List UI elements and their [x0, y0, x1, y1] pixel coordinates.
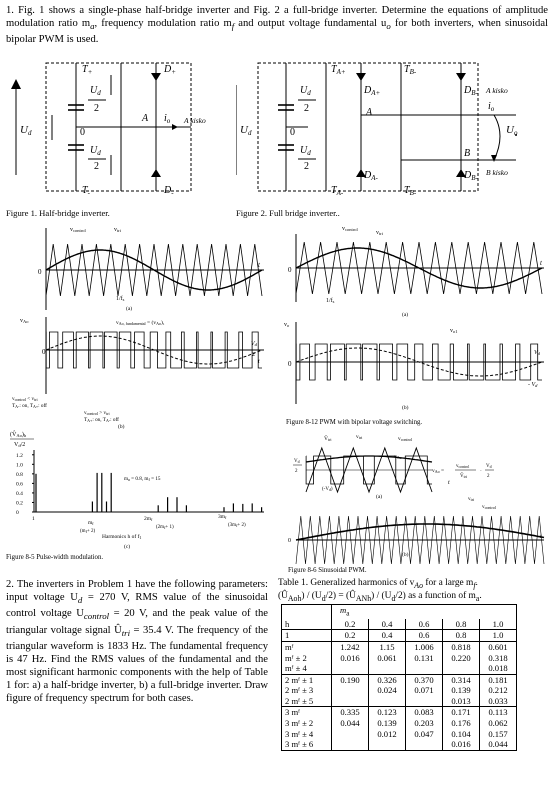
svg-text:A: A — [142, 113, 149, 124]
fig1-caption: Figure 1. Half-bridge inverter. — [6, 208, 110, 218]
svg-text:B kisko: B kisko — [486, 168, 508, 177]
table-row — [282, 653, 517, 664]
table-cell: 0.139 — [443, 685, 480, 696]
table-cell: 0.171 — [443, 707, 480, 718]
svg-text:·: · — [480, 468, 482, 474]
harmonics-table — [281, 604, 517, 751]
table-cell: 0.212 — [480, 685, 517, 696]
svg-text:Figure 8-12 PWM with bipolar: Figure 8-12 PWM with bipolar voltage switching. — [286, 419, 423, 426]
harmonic-label: 2 mᶠ ± 5 — [282, 696, 332, 707]
svg-text:vcontrol < vtri: vcontrol < vtri — [12, 396, 38, 402]
svg-text:vcontrol: vcontrol — [398, 436, 413, 442]
svg-text:vcontrol: vcontrol — [70, 227, 86, 233]
table-cell: 0.131 — [406, 653, 443, 664]
table-cell: 0.335 — [332, 707, 369, 718]
table-cell: 0.318 — [480, 653, 517, 664]
pwm-figure-8-6 — [282, 432, 550, 574]
svg-text:Ud: $U_d$ — [90, 85, 101, 97]
svg-text:(b): (b) — [402, 552, 409, 558]
harmonic-label: 3 mᶠ — [282, 707, 332, 718]
harmonic-label: 2 mᶠ ± 1 — [282, 674, 332, 685]
svg-text:2: 2 — [487, 474, 490, 479]
table-cell: 0.139 — [369, 718, 406, 729]
table-cell: 0.044 — [332, 718, 369, 729]
svg-text:TB-: $T_{B-}$ — [404, 64, 417, 76]
table-cell: 0.123 — [369, 707, 406, 718]
svg-text:ma = 0.8, mf = 15: ma = 0.8, mf = 15 — [124, 476, 161, 482]
svg-text:vo1: vo1 — [450, 328, 458, 334]
harmonic-label: 3 mᶠ ± 6 — [282, 739, 332, 750]
table-cell — [406, 663, 443, 674]
table-1-caption: Table 1. Generalized harmonics of $v_{Ao}$ for a large $m_f$. $(Û_{Aoh}) / (U_d/2)$ = $(Û_{ANh}) / (U_d/2)$ as a function of $m_a$. — [278, 578, 482, 604]
svg-text:3mf: 3mf — [218, 514, 227, 520]
pwm-figure-8-12 — [282, 222, 550, 432]
table-row — [282, 641, 517, 652]
svg-text:1: 1 — [32, 516, 35, 522]
svg-text:2: 2 — [94, 103, 99, 114]
table-row — [282, 718, 517, 729]
svg-text:vcontrol: vcontrol — [482, 504, 496, 510]
svg-text:vtri: vtri — [468, 496, 475, 502]
table-cell: 0.047 — [406, 729, 443, 740]
table-cell: 0.016 — [332, 653, 369, 664]
svg-text:2: 2 — [94, 161, 99, 172]
table-cell — [332, 729, 369, 740]
y-tick-label: 0.4 — [16, 490, 23, 497]
svg-text:0: 0 — [290, 127, 295, 138]
svg-text:Vd/2: Vd/2 — [14, 442, 26, 448]
svg-text:1/fs: 1/fs — [116, 296, 125, 302]
svg-text:(b): (b) — [402, 405, 409, 411]
svg-text:A kisko: A kisko — [184, 116, 206, 125]
svg-text:Vd: $V_d$ — [486, 464, 492, 469]
svg-text:t: t — [258, 359, 260, 365]
svg-text:2: 2 — [295, 469, 298, 474]
svg-text:D-: $D_-$ — [164, 185, 174, 197]
svg-text:2mf: 2mf — [144, 516, 153, 522]
svg-text:0: 0 — [288, 360, 292, 368]
table-row — [282, 696, 517, 707]
table-cell — [406, 696, 443, 707]
y-tick-label: 0.8 — [16, 471, 23, 478]
svg-text:(2mf+ 1): $(2m_f+ 1)$ — [156, 525, 174, 530]
svg-text:vcontrol: vcontrol — [342, 226, 358, 232]
table-cell: 0.181 — [480, 674, 517, 685]
table-row — [282, 707, 517, 718]
svg-text:io: $i_o$ — [164, 113, 171, 125]
table-cell: 0.104 — [443, 729, 480, 740]
svg-text:2: 2 — [252, 352, 255, 358]
svg-text:A kisko: A kisko — [486, 86, 508, 95]
svg-text:TA-: $T_{A-}$ — [331, 185, 344, 197]
table-cell: 1.006 — [406, 641, 443, 652]
harmonic-label: 1 — [282, 630, 332, 642]
ma-value-header: 1.0 — [480, 619, 517, 630]
svg-text:0: 0 — [288, 538, 291, 544]
svg-text:Ud: Ud — [20, 124, 32, 137]
table-cell: 0.113 — [480, 707, 517, 718]
svg-text:(a): (a) — [376, 494, 383, 500]
table-cell: 0.071 — [406, 685, 443, 696]
svg-text:2: 2 — [304, 103, 309, 114]
problem-2-text: 2. The inverters in Problem 1 have the following parameters: input voltage $U_d = 270$ V, RMS value of the sinusoidal control voltage $U_{control} = 20$ V, and the peak value of the triangular voltage signal $Û_{tri} = 35.4$ V. The frequency of the triangular waveform is 1833 Hz. The fundamental frequency is 47 Hz. Find the RMS values of the fundamental and the most significant harmonic components with the help of Table 1 for: a) a half-bridge inverter, b) a full-bridge inverter. Draw figure of frequency spectrum for both cases. — [6, 579, 269, 705]
svg-text:0: 0 — [38, 268, 42, 276]
svg-text:Ud: $U_d$ — [300, 85, 311, 97]
svg-text:TA+: $T_{A+}$ — [331, 64, 346, 76]
table-cell: 0.2 — [332, 630, 369, 642]
svg-text:TB-: $T_{B-}$ — [404, 185, 417, 197]
table-cell: 0.6 — [406, 630, 443, 642]
svg-text:vAo: vAo — [20, 318, 29, 324]
table-cell — [332, 739, 369, 750]
svg-text:DA-: $D_{A-}$ — [364, 170, 378, 182]
table-cell: 1.242 — [332, 641, 369, 652]
svg-text:vcontrol > vtri: vcontrol > vtri — [84, 410, 110, 416]
fig2-caption: Figure 2. Full bridge inverter.. — [236, 208, 340, 218]
harmonic-label: mᶠ ± 4 — [282, 663, 332, 674]
table-cell — [332, 685, 369, 696]
svg-text:vtri: vtri — [356, 434, 363, 440]
svg-text:(a): (a) — [126, 306, 133, 312]
svg-text:TA-: on, TA+: off: TA-: on, TA+: off — [12, 403, 47, 409]
svg-text:(a): (a) — [402, 312, 409, 318]
svg-text:(-Vd): $(-V_d)$ — [322, 487, 333, 492]
harmonic-label: mᶠ ± 2 — [282, 653, 332, 664]
table-row — [282, 663, 517, 674]
fig85-caption: Figure 8-5 Pulse-width modulation. — [6, 554, 104, 561]
svg-text:vAo =: vAo = — [432, 468, 445, 474]
svg-text:t: t — [540, 534, 542, 540]
svg-text:DB-: $D_{B-}$ — [464, 170, 478, 182]
svg-text:vcontrol: $v_{control}$ — [456, 464, 470, 469]
table-cell — [369, 739, 406, 750]
svg-text:Ud: $U_d$ — [90, 145, 101, 157]
svg-text:Harmonics h of f1: Harmonics h of f1 — [102, 534, 142, 540]
y-tick-label: 0 — [16, 510, 19, 516]
table-row — [282, 630, 517, 642]
y-tick-label: 0.2 — [16, 500, 23, 507]
ma-value-header: 0.4 — [369, 619, 406, 630]
svg-text:TA+: on, TA-: off: TA+: on, TA-: off — [84, 417, 119, 423]
svg-text:Ud: Ud — [240, 124, 252, 137]
table-cell: 0.061 — [369, 653, 406, 664]
table-row — [282, 739, 517, 750]
table-cell: 0.024 — [369, 685, 406, 696]
table-cell: 0.062 — [480, 718, 517, 729]
svg-text:V̂tri: $V̂_{tri}$ — [460, 474, 467, 479]
table-cell: 0.033 — [480, 696, 517, 707]
svg-text:Ud: $U_d$ — [300, 145, 311, 157]
svg-text:(b): (b) — [118, 424, 125, 430]
table-cell — [332, 696, 369, 707]
svg-text:T+: $T_+$ — [82, 64, 93, 76]
table-row — [282, 729, 517, 740]
table-cell — [406, 739, 443, 750]
table-cell: 0.818 — [443, 641, 480, 652]
table-cell: 1.15 — [369, 641, 406, 652]
table-cell: 0.326 — [369, 674, 406, 685]
svg-text:2: 2 — [304, 161, 309, 172]
svg-text:vtri: vtri — [376, 230, 383, 236]
full-bridge-circuit — [236, 55, 548, 205]
svg-text:Uo: Uo — [506, 124, 518, 137]
svg-text:0: 0 — [80, 127, 85, 138]
pwm-figure-8-5 — [6, 222, 268, 562]
svg-text:Figure 8-6 Sinusoidal PWM.: Figure 8-6 Sinusoidal PWM. — [288, 567, 367, 574]
y-tick-label: 1.2 — [16, 452, 23, 459]
harmonic-label: 3 mᶠ ± 2 — [282, 718, 332, 729]
table-cell: 0.044 — [480, 739, 517, 750]
svg-text:vAo, fundamental = (vAo)₁: vAo, fundamental = (vAo)₁ — [116, 320, 165, 326]
table-cell: 0.8 — [443, 630, 480, 642]
table-cell — [332, 663, 369, 674]
table-cell: 0.4 — [369, 630, 406, 642]
harmonic-label: 3 mᶠ ± 4 — [282, 729, 332, 740]
table-cell — [369, 696, 406, 707]
harmonic-label: mᶠ — [282, 641, 332, 652]
svg-text:0: 0 — [42, 348, 46, 356]
table-cell: 0.018 — [480, 663, 517, 674]
table-cell — [443, 663, 480, 674]
table-row — [282, 674, 517, 685]
svg-text:vAo: vAo — [394, 454, 402, 460]
svg-text:B: B — [464, 148, 471, 159]
svg-text:Vd: Vd — [534, 350, 540, 356]
svg-text:T-: $T_-$ — [82, 185, 90, 197]
svg-text:DA+: $D_{A+}$ — [364, 85, 381, 97]
table-cell: 0.601 — [480, 641, 517, 652]
svg-text:A: A — [366, 107, 373, 118]
svg-text:0: 0 — [288, 266, 292, 274]
table-cell: 0.370 — [406, 674, 443, 685]
problem-1-text: 1. Fig. 1 shows a single-phase half-bridge inverter and Fig. 2 a full-bridge inverter. Determine the equations of amplitude modulation ratio $m_a$, frequency modulation ratio $m_f$ and output voltage fundamental $u_o$ for both inverters, when sinusoidal bipolar PWM is used. — [6, 5, 548, 46]
svg-text:vo: vo — [284, 322, 290, 328]
svg-text:vtri: vtri — [114, 227, 121, 233]
y-tick-label: 1.0 — [16, 462, 23, 469]
svg-text:- Vd: - Vd — [528, 382, 538, 388]
svg-text:Vd: Vd — [251, 341, 257, 347]
table-cell: 0.016 — [443, 739, 480, 750]
table-cell: 0.012 — [369, 729, 406, 740]
table-cell: 0.190 — [332, 674, 369, 685]
svg-text:mf: mf — [88, 520, 94, 526]
svg-text:t: t — [258, 261, 260, 269]
ma-value-header: 0.6 — [406, 619, 443, 630]
table-row — [282, 685, 517, 696]
table-cell: 0.220 — [443, 653, 480, 664]
ma-value-header: 0.8 — [443, 619, 480, 630]
svg-text:(3mf+ 2): $(3m_f+ 2)$ — [228, 523, 246, 528]
table-cell — [369, 663, 406, 674]
svg-text:(V̂Ao)h: (V̂Ao)h — [10, 432, 27, 438]
svg-text:t: t — [448, 480, 450, 486]
svg-text:Vd: $V_d$ — [294, 459, 300, 464]
svg-text:1/fs: 1/fs — [326, 298, 335, 304]
table-cell: 0.157 — [480, 729, 517, 740]
svg-text:V̂tri: V̂tri — [324, 436, 332, 442]
svg-text:D+: $D_+$ — [164, 64, 176, 76]
svg-text:DB-: $D_{B-}$ — [464, 85, 478, 97]
table-cell: 0.314 — [443, 674, 480, 685]
table-cell: 0.083 — [406, 707, 443, 718]
table-cell: 0.176 — [443, 718, 480, 729]
table-cell: 0.203 — [406, 718, 443, 729]
svg-text:io: $i_o$ — [488, 101, 495, 113]
harmonic-label: 2 mᶠ ± 3 — [282, 685, 332, 696]
ma-value-header: 0.2 — [332, 619, 369, 630]
ma-header: $m_a$ — [332, 605, 517, 619]
table-cell: 1.0 — [480, 630, 517, 642]
h-header: h — [282, 619, 332, 630]
half-bridge-circuit — [6, 55, 231, 205]
table-cell: 0.013 — [443, 696, 480, 707]
svg-text:(c): (c) — [124, 544, 131, 550]
svg-text:t: t — [540, 259, 542, 267]
svg-text:(mf+ 2): $(m_f+ 2)$ — [80, 529, 96, 534]
y-tick-label: 0.6 — [16, 481, 23, 488]
